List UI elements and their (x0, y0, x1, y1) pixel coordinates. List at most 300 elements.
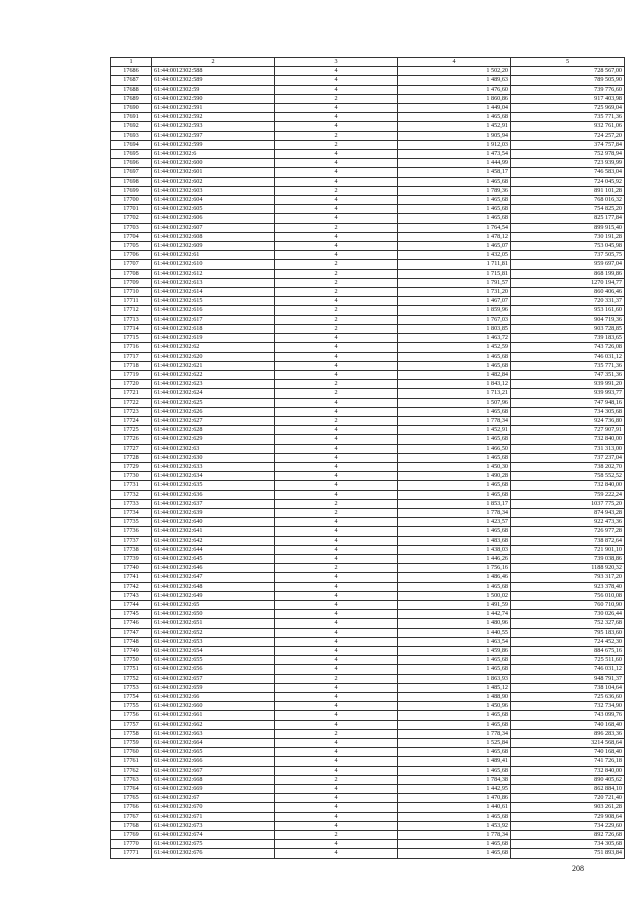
category-code-cell: 4 (275, 554, 398, 563)
cost-value-cell: 732 840,00 (511, 481, 625, 490)
row-number-cell: 17696 (111, 159, 152, 168)
cost-value-cell: 727 907,91 (511, 426, 625, 435)
category-code-cell: 4 (275, 453, 398, 462)
row-number-cell: 17711 (111, 297, 152, 306)
table-row (111, 803, 625, 812)
cadastral-number-cell: 61:44:0012302:622 (152, 370, 275, 379)
table-row (111, 251, 625, 260)
cost-value-cell: 734 305,68 (511, 407, 625, 416)
category-code-cell: 4 (275, 472, 398, 481)
cadastral-number-cell: 61:44:0012302:610 (152, 260, 275, 269)
cost-value-cell: 730 026,44 (511, 610, 625, 619)
cadastral-number-cell: 61:44:0012302:645 (152, 554, 275, 563)
category-code-cell: 2 (275, 831, 398, 840)
category-code-cell: 4 (275, 150, 398, 159)
cadastral-number-cell: 61:44:0012302:630 (152, 453, 275, 462)
cost-value-cell: 752 327,68 (511, 619, 625, 628)
row-number-cell: 17759 (111, 739, 152, 748)
table-row (111, 205, 625, 214)
row-number-cell: 17741 (111, 573, 152, 582)
cost-value-cell: 890 405,62 (511, 775, 625, 784)
area-value-cell: 1 525,84 (398, 739, 511, 748)
table-row (111, 582, 625, 591)
area-value-cell: 1 784,38 (398, 775, 511, 784)
table-body (111, 67, 625, 858)
category-code-cell: 2 (275, 94, 398, 103)
area-value-cell: 1 465,68 (398, 748, 511, 757)
cost-value-cell: 746 031,12 (511, 352, 625, 361)
table-row (111, 702, 625, 711)
row-number-cell: 17747 (111, 628, 152, 637)
cost-value-cell: 922 473,36 (511, 518, 625, 527)
area-value-cell: 1 452,59 (398, 343, 511, 352)
cost-value-cell: 756 010,08 (511, 591, 625, 600)
category-code-cell: 4 (275, 232, 398, 241)
table-row (111, 573, 625, 582)
table-row (111, 260, 625, 269)
table-row (111, 518, 625, 527)
row-number-cell: 17715 (111, 334, 152, 343)
row-number-cell: 17766 (111, 803, 152, 812)
row-number-cell: 17690 (111, 104, 152, 113)
table-row (111, 840, 625, 849)
table-row (111, 785, 625, 794)
area-value-cell: 1 467,07 (398, 297, 511, 306)
cost-value-cell: 723 939,99 (511, 159, 625, 168)
row-number-cell: 17748 (111, 637, 152, 646)
table-row (111, 554, 625, 563)
category-code-cell: 4 (275, 242, 398, 251)
category-code-cell: 4 (275, 665, 398, 674)
row-number-cell: 17697 (111, 168, 152, 177)
cadastral-number-cell: 61:44:0012302:655 (152, 656, 275, 665)
cadastral-number-cell: 61:44:0012302:639 (152, 508, 275, 517)
table-header-row (111, 58, 625, 67)
area-value-cell: 1 465,68 (398, 453, 511, 462)
cadastral-number-cell: 61:44:0012302:629 (152, 435, 275, 444)
area-value-cell: 1 450,30 (398, 462, 511, 471)
row-number-cell: 17745 (111, 610, 152, 619)
area-value-cell: 1 778,34 (398, 416, 511, 425)
column-header-3: 3 (275, 58, 398, 67)
area-value-cell: 1 473,54 (398, 150, 511, 159)
category-code-cell: 4 (275, 637, 398, 646)
area-value-cell: 1 440,55 (398, 628, 511, 637)
page-number: 208 (572, 864, 584, 873)
row-number-cell: 17692 (111, 122, 152, 131)
row-number-cell: 17729 (111, 462, 152, 471)
cadastral-number-cell: 61:44:0012302:644 (152, 545, 275, 554)
row-number-cell: 17706 (111, 251, 152, 260)
category-code-cell: 4 (275, 490, 398, 499)
cost-value-cell: 904 719,36 (511, 315, 625, 324)
table-row (111, 223, 625, 232)
row-number-cell: 17691 (111, 113, 152, 122)
category-code-cell: 2 (275, 131, 398, 140)
category-code-cell: 4 (275, 168, 398, 177)
area-value-cell: 1 465,68 (398, 812, 511, 821)
area-value-cell: 1 507,96 (398, 398, 511, 407)
cadastral-number-cell: 61:44:0012302:676 (152, 849, 275, 858)
row-number-cell: 17718 (111, 361, 152, 370)
table-row (111, 361, 625, 370)
cadastral-number-cell: 61:44:0012302:646 (152, 564, 275, 573)
area-value-cell: 1 476,60 (398, 85, 511, 94)
area-value-cell: 1 453,92 (398, 821, 511, 830)
area-value-cell: 1 470,86 (398, 794, 511, 803)
area-value-cell: 1 442,74 (398, 610, 511, 619)
cost-value-cell: 725 511,60 (511, 656, 625, 665)
cost-value-cell: 939 993,77 (511, 389, 625, 398)
table-row (111, 600, 625, 609)
area-value-cell: 1 465,68 (398, 527, 511, 536)
category-code-cell: 2 (275, 278, 398, 287)
table-row (111, 159, 625, 168)
area-value-cell: 1 465,68 (398, 582, 511, 591)
row-number-cell: 17721 (111, 389, 152, 398)
cadastral-number-cell: 61:44:0012302:65 (152, 600, 275, 609)
area-value-cell: 1 491,59 (398, 600, 511, 609)
area-value-cell: 1 912,03 (398, 140, 511, 149)
cost-value-cell: 731 313,00 (511, 444, 625, 453)
cadastral-number-cell: 61:44:0012302:625 (152, 398, 275, 407)
table-row (111, 693, 625, 702)
category-code-cell: 4 (275, 600, 398, 609)
cadastral-number-cell: 61:44:0012302:612 (152, 269, 275, 278)
area-value-cell: 1 756,16 (398, 564, 511, 573)
cost-value-cell: 739 038,86 (511, 554, 625, 563)
table-row (111, 564, 625, 573)
cost-value-cell: 1188 920,32 (511, 564, 625, 573)
table-row (111, 426, 625, 435)
cadastral-number-cell: 61:44:0012302:657 (152, 674, 275, 683)
cadastral-number-cell: 61:44:0012302:597 (152, 131, 275, 140)
category-code-cell: 4 (275, 251, 398, 260)
table-row (111, 297, 625, 306)
area-value-cell: 1 465,68 (398, 196, 511, 205)
row-number-cell: 17750 (111, 656, 152, 665)
cost-value-cell: 737 505,75 (511, 251, 625, 260)
category-code-cell: 4 (275, 370, 398, 379)
category-code-cell: 4 (275, 426, 398, 435)
cadastral-number-cell: 61:44:0012302:591 (152, 104, 275, 113)
category-code-cell: 4 (275, 159, 398, 168)
area-value-cell: 1 500,02 (398, 591, 511, 600)
cadastral-number-cell: 61:44:0012302:600 (152, 159, 275, 168)
cost-value-cell: 874 943,28 (511, 508, 625, 517)
category-code-cell: 4 (275, 794, 398, 803)
row-number-cell: 17743 (111, 591, 152, 600)
cadastral-number-cell: 61:44:0012302:67 (152, 794, 275, 803)
category-code-cell: 4 (275, 407, 398, 416)
row-number-cell: 17734 (111, 508, 152, 517)
area-value-cell: 1 791,57 (398, 278, 511, 287)
table-row (111, 232, 625, 241)
cost-value-cell: 734 305,68 (511, 840, 625, 849)
cadastral-number-cell: 61:44:0012302:619 (152, 334, 275, 343)
row-number-cell: 17730 (111, 472, 152, 481)
cost-value-cell: 739 183,65 (511, 334, 625, 343)
category-code-cell: 4 (275, 435, 398, 444)
table-row (111, 711, 625, 720)
table-row (111, 757, 625, 766)
cadastral-number-cell: 61:44:0012302:653 (152, 637, 275, 646)
row-number-cell: 17762 (111, 766, 152, 775)
row-number-cell: 17760 (111, 748, 152, 757)
category-code-cell: 4 (275, 803, 398, 812)
cost-value-cell: 728 567,00 (511, 67, 625, 76)
cost-value-cell: 924 736,80 (511, 416, 625, 425)
cost-value-cell: 789 505,90 (511, 76, 625, 85)
area-value-cell: 1 466,50 (398, 444, 511, 453)
cost-value-cell: 751 893,84 (511, 849, 625, 858)
area-value-cell: 1 863,93 (398, 674, 511, 683)
cost-value-cell: 754 825,20 (511, 205, 625, 214)
area-value-cell: 1 860,86 (398, 94, 511, 103)
table-row (111, 444, 625, 453)
table-row (111, 94, 625, 103)
area-value-cell: 1 465,68 (398, 361, 511, 370)
cost-value-cell: 884 675,16 (511, 647, 625, 656)
table-row (111, 729, 625, 738)
column-header-1: 1 (111, 58, 152, 67)
cadastral-number-cell: 61:44:0012302:671 (152, 812, 275, 821)
cadastral-number-cell: 61:44:0012302:628 (152, 426, 275, 435)
cadastral-number-cell: 61:44:0012302:590 (152, 94, 275, 103)
area-value-cell: 1 432,05 (398, 251, 511, 260)
area-value-cell: 1 715,81 (398, 269, 511, 278)
cost-value-cell: 917 403,98 (511, 94, 625, 103)
row-number-cell: 17746 (111, 619, 152, 628)
area-value-cell: 1 488,90 (398, 693, 511, 702)
table-row (111, 665, 625, 674)
row-number-cell: 17737 (111, 536, 152, 545)
row-number-cell: 17719 (111, 370, 152, 379)
area-value-cell: 1 465,68 (398, 214, 511, 223)
cadastral-number-cell: 61:44:0012302:660 (152, 702, 275, 711)
row-number-cell: 17753 (111, 683, 152, 692)
table-row (111, 168, 625, 177)
cost-value-cell: 746 031,12 (511, 665, 625, 674)
cost-value-cell: 795 183,60 (511, 628, 625, 637)
row-number-cell: 17704 (111, 232, 152, 241)
table-row (111, 177, 625, 186)
row-number-cell: 17763 (111, 775, 152, 784)
cost-value-cell: 740 168,40 (511, 748, 625, 757)
cost-value-cell: 747 948,16 (511, 398, 625, 407)
area-value-cell: 1 853,17 (398, 499, 511, 508)
table-row (111, 104, 625, 113)
category-code-cell: 2 (275, 260, 398, 269)
row-number-cell: 17761 (111, 757, 152, 766)
area-value-cell: 1 465,68 (398, 840, 511, 849)
cost-value-cell: 891 101,28 (511, 186, 625, 195)
row-number-cell: 17767 (111, 812, 152, 821)
category-code-cell: 4 (275, 812, 398, 821)
row-number-cell: 17695 (111, 150, 152, 159)
row-number-cell: 17749 (111, 647, 152, 656)
table-row (111, 278, 625, 287)
category-code-cell: 4 (275, 518, 398, 527)
category-code-cell: 4 (275, 76, 398, 85)
category-code-cell: 4 (275, 444, 398, 453)
cost-value-cell: 948 791,37 (511, 674, 625, 683)
category-code-cell: 4 (275, 122, 398, 131)
column-header-5: 5 (511, 58, 625, 67)
row-number-cell: 17723 (111, 407, 152, 416)
row-number-cell: 17708 (111, 269, 152, 278)
cadastral-number-cell: 61:44:0012302:59 (152, 85, 275, 94)
cost-value-cell: 3214 568,64 (511, 739, 625, 748)
category-code-cell: 4 (275, 85, 398, 94)
column-header-4: 4 (398, 58, 511, 67)
category-code-cell: 2 (275, 564, 398, 573)
cost-value-cell: 899 915,40 (511, 223, 625, 232)
cadastral-number-cell: 61:44:0012302:588 (152, 67, 275, 76)
category-code-cell: 4 (275, 214, 398, 223)
cost-value-cell: 739 776,60 (511, 85, 625, 94)
category-code-cell: 4 (275, 462, 398, 471)
cadastral-number-cell: 61:44:0012302:633 (152, 462, 275, 471)
cadastral-number-cell: 61:44:0012302:669 (152, 785, 275, 794)
table-row (111, 656, 625, 665)
category-code-cell: 4 (275, 297, 398, 306)
cadastral-number-cell: 61:44:0012302:6 (152, 150, 275, 159)
category-code-cell: 4 (275, 610, 398, 619)
cadastral-number-cell: 61:44:0012302:650 (152, 610, 275, 619)
table-row (111, 831, 625, 840)
cost-value-cell: 374 757,84 (511, 140, 625, 149)
area-value-cell: 1 465,68 (398, 720, 511, 729)
cadastral-number-cell: 61:44:0012302:626 (152, 407, 275, 416)
table-row (111, 775, 625, 784)
area-value-cell: 1 463,54 (398, 637, 511, 646)
area-value-cell: 1 423,57 (398, 518, 511, 527)
category-code-cell: 2 (275, 324, 398, 333)
category-code-cell: 2 (275, 186, 398, 195)
area-value-cell: 1 502,20 (398, 67, 511, 76)
cadastral-number-cell: 61:44:0012302:605 (152, 205, 275, 214)
cost-value-cell: 939 991,20 (511, 380, 625, 389)
cadastral-number-cell: 61:44:0012302:675 (152, 840, 275, 849)
cost-value-cell: 732 734,90 (511, 702, 625, 711)
category-code-cell: 4 (275, 748, 398, 757)
cadastral-number-cell: 61:44:0012302:666 (152, 757, 275, 766)
cost-value-cell: 730 191,28 (511, 232, 625, 241)
row-number-cell: 17694 (111, 140, 152, 149)
table-row (111, 748, 625, 757)
area-value-cell: 1 711,81 (398, 260, 511, 269)
cost-value-cell: 959 697,04 (511, 260, 625, 269)
area-value-cell: 1 778,34 (398, 729, 511, 738)
area-value-cell: 1 449,04 (398, 104, 511, 113)
table-row (111, 647, 625, 656)
table-row (111, 499, 625, 508)
row-number-cell: 17739 (111, 554, 152, 563)
cadastral-number-cell: 61:44:0012302:616 (152, 306, 275, 315)
area-value-cell: 1 444,99 (398, 159, 511, 168)
cost-value-cell: 860 406,46 (511, 288, 625, 297)
row-number-cell: 17707 (111, 260, 152, 269)
table-row (111, 637, 625, 646)
area-value-cell: 1 905,94 (398, 131, 511, 140)
table-row (111, 380, 625, 389)
category-code-cell: 4 (275, 104, 398, 113)
area-value-cell: 1 465,68 (398, 849, 511, 858)
area-value-cell: 1 442,95 (398, 785, 511, 794)
category-code-cell: 2 (275, 306, 398, 315)
area-value-cell: 1 478,12 (398, 232, 511, 241)
table-row (111, 269, 625, 278)
row-number-cell: 17701 (111, 205, 152, 214)
table-row (111, 545, 625, 554)
category-code-cell: 4 (275, 67, 398, 76)
category-code-cell: 2 (275, 380, 398, 389)
cadastral-number-cell: 61:44:0012302:617 (152, 315, 275, 324)
table-row (111, 453, 625, 462)
cost-value-cell: 746 583,04 (511, 168, 625, 177)
category-code-cell: 4 (275, 683, 398, 692)
category-code-cell: 4 (275, 647, 398, 656)
cadastral-number-cell: 61:44:0012302:601 (152, 168, 275, 177)
cost-value-cell: 729 908,64 (511, 812, 625, 821)
cadastral-number-cell: 61:44:0012302:592 (152, 113, 275, 122)
cadastral-number-cell: 61:44:0012302:589 (152, 76, 275, 85)
category-code-cell: 4 (275, 527, 398, 536)
cost-value-cell: 741 726,18 (511, 757, 625, 766)
table-row (111, 812, 625, 821)
category-code-cell: 4 (275, 361, 398, 370)
cadastral-number-cell: 61:44:0012302:593 (152, 122, 275, 131)
category-code-cell: 4 (275, 702, 398, 711)
row-number-cell: 17744 (111, 600, 152, 609)
cost-value-cell: 743 726,08 (511, 343, 625, 352)
row-number-cell: 17705 (111, 242, 152, 251)
table-row (111, 196, 625, 205)
area-value-cell: 1 450,96 (398, 702, 511, 711)
cadastral-number-cell: 61:44:0012302:656 (152, 665, 275, 674)
area-value-cell: 1 452,91 (398, 122, 511, 131)
table-row (111, 186, 625, 195)
area-value-cell: 1 452,91 (398, 426, 511, 435)
cost-value-cell: 724 452,30 (511, 637, 625, 646)
table-row (111, 131, 625, 140)
category-code-cell: 2 (275, 389, 398, 398)
cadastral-number-cell: 61:44:0012302:648 (152, 582, 275, 591)
area-value-cell: 1 767,03 (398, 315, 511, 324)
category-code-cell: 4 (275, 821, 398, 830)
row-number-cell: 17768 (111, 821, 152, 830)
category-code-cell: 2 (275, 269, 398, 278)
category-code-cell: 2 (275, 288, 398, 297)
row-number-cell: 17698 (111, 177, 152, 186)
table-row (111, 370, 625, 379)
area-value-cell: 1 731,20 (398, 288, 511, 297)
table-row (111, 334, 625, 343)
row-number-cell: 17725 (111, 426, 152, 435)
area-value-cell: 1 465,68 (398, 711, 511, 720)
cost-value-cell: 720 721,40 (511, 794, 625, 803)
row-number-cell: 17754 (111, 693, 152, 702)
cost-value-cell: 923 378,40 (511, 582, 625, 591)
table-row (111, 462, 625, 471)
table-row (111, 821, 625, 830)
row-number-cell: 17714 (111, 324, 152, 333)
column-header-2: 2 (152, 58, 275, 67)
cost-value-cell: 743 099,76 (511, 711, 625, 720)
area-value-cell: 1 778,34 (398, 831, 511, 840)
row-number-cell: 17757 (111, 720, 152, 729)
